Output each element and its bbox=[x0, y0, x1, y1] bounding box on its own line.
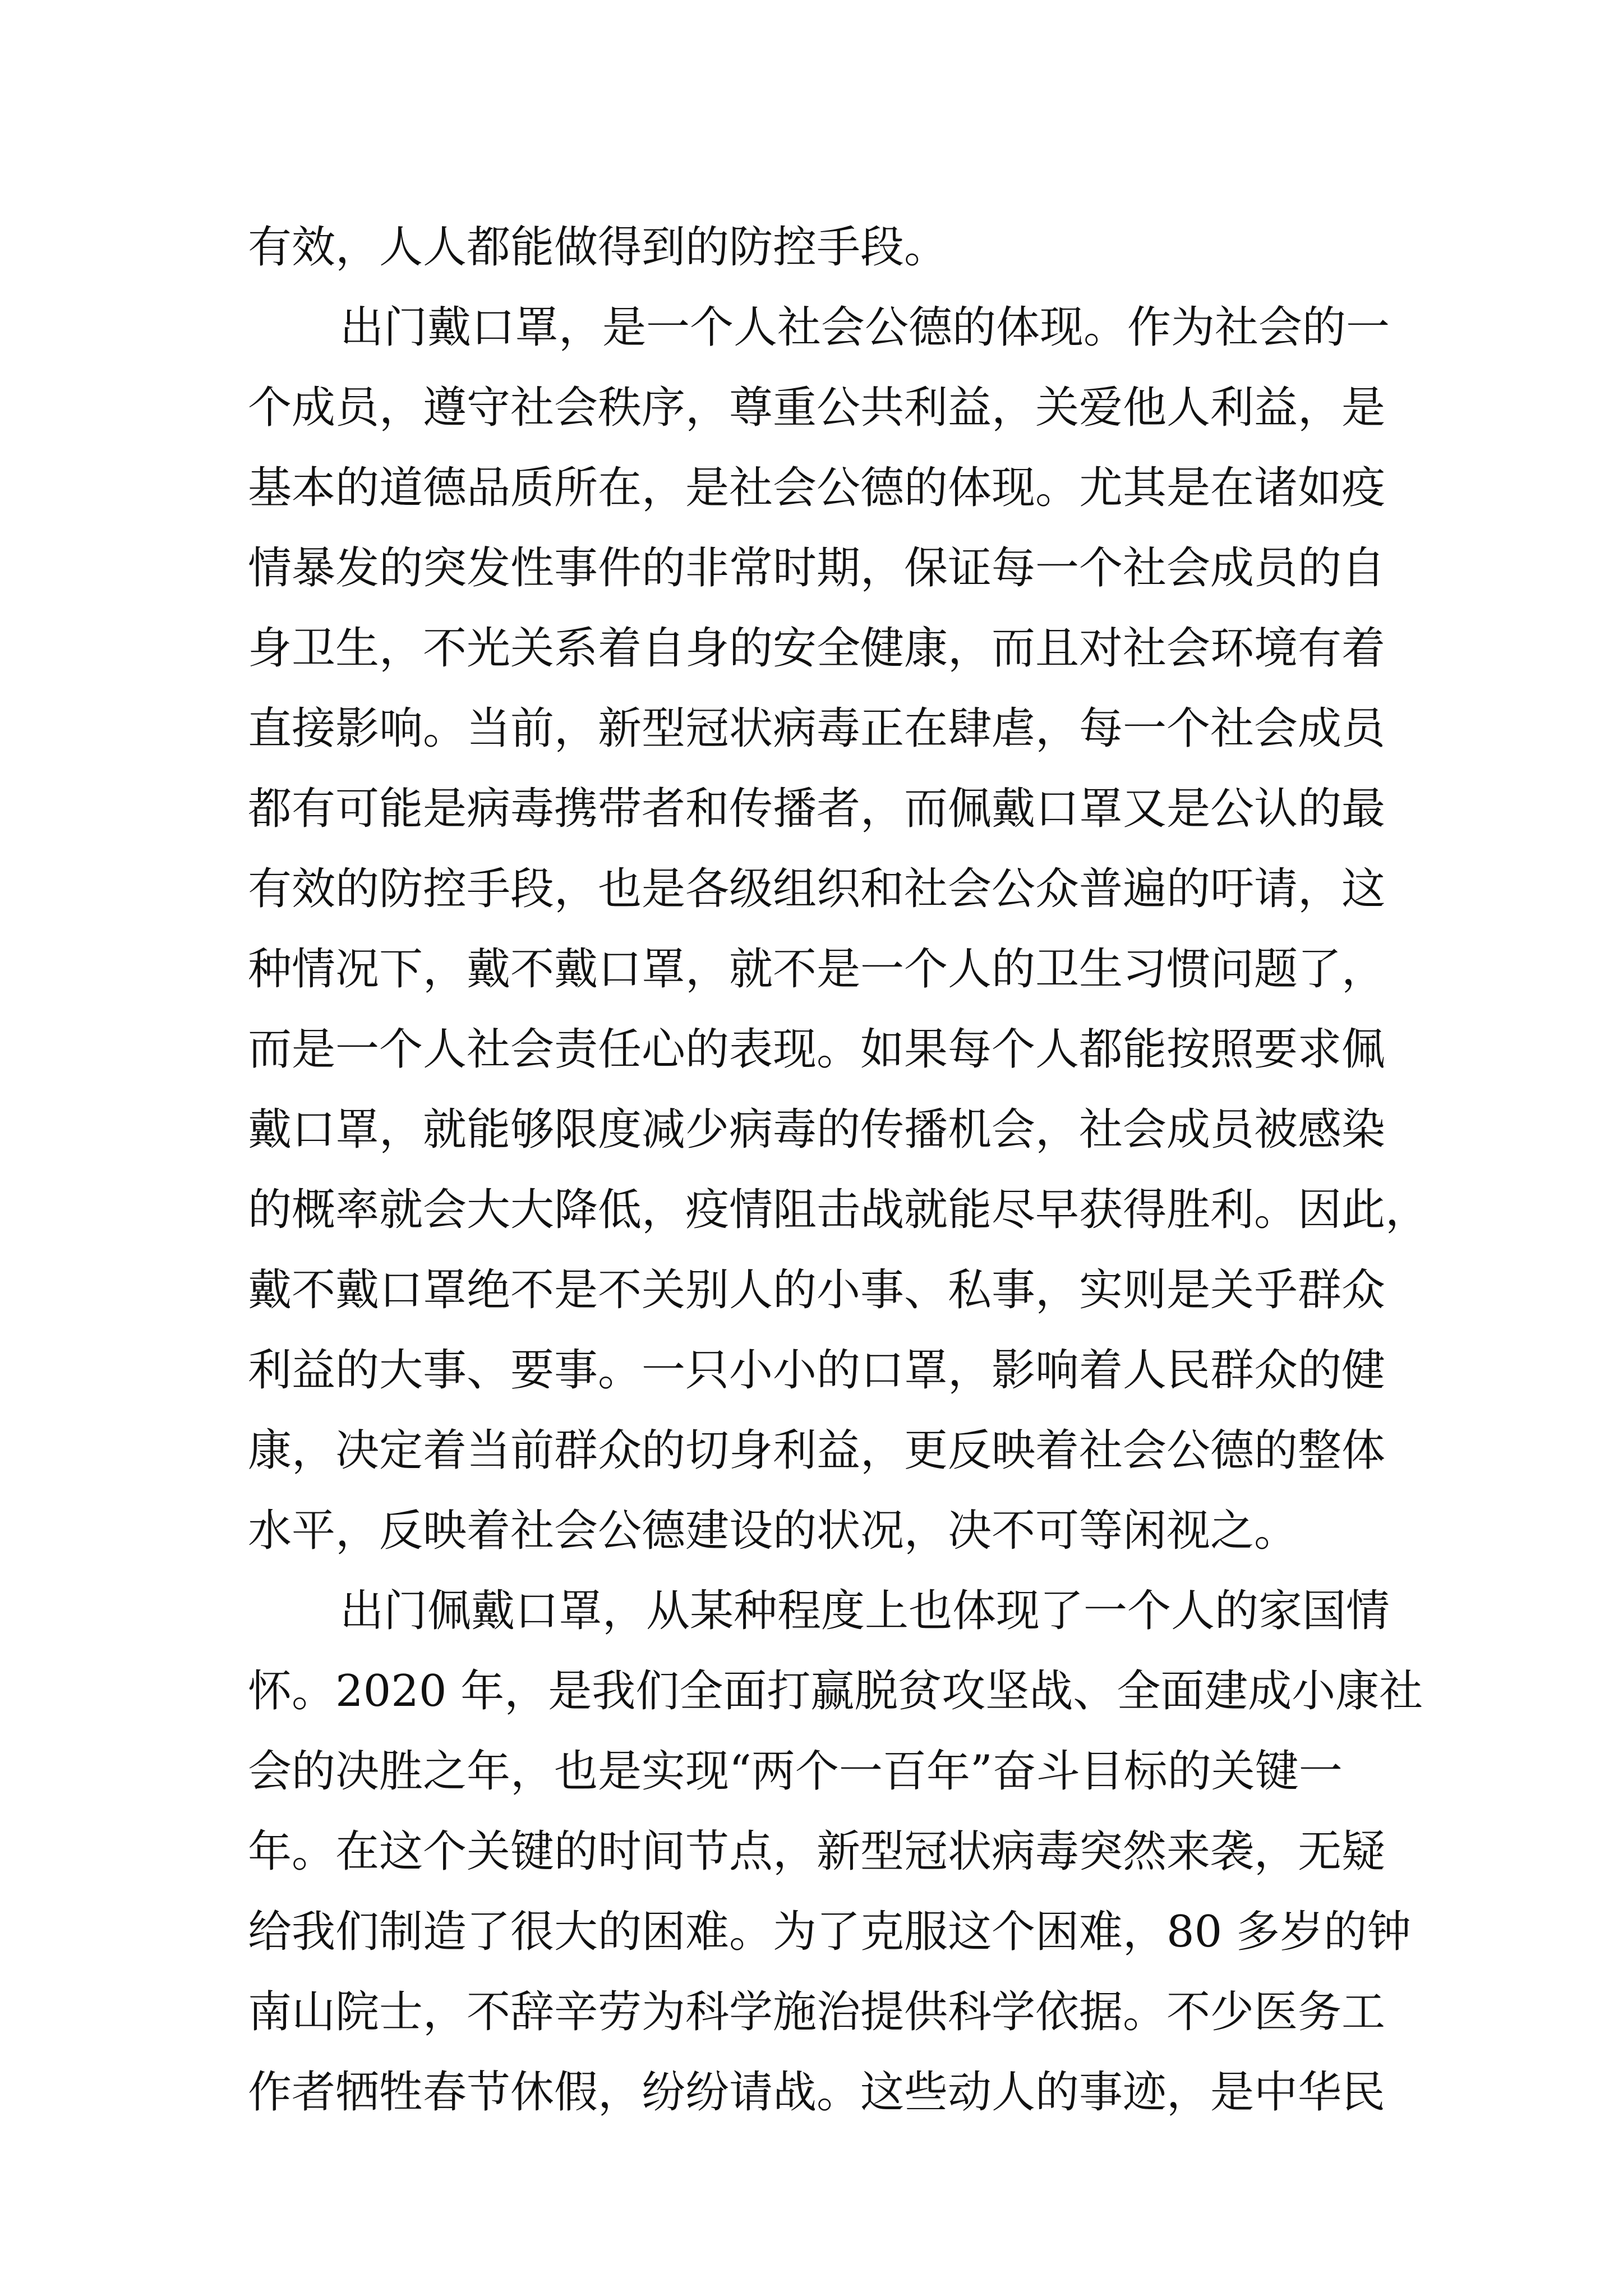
paragraph-start-line: 出门佩戴口罩，从某种程度上也体现了一个人的家国情 bbox=[340, 1586, 1390, 1636]
text-line: 戴不戴口罩绝不是不关别人的小事、私事，实则是关乎群众 bbox=[248, 1265, 1386, 1315]
text-line: 会的决胜之年，也是实现“两个一百年”奋斗目标的关键一 bbox=[248, 1746, 1343, 1797]
text-line: 有效，人人都能做得到的防控手段。 bbox=[248, 222, 948, 273]
text-line: 怀。2020 年，是我们全面打赢脱贫攻坚战、全面建成小康社 bbox=[248, 1666, 1423, 1717]
text-line: 都有可能是病毒携带者和传播者，而佩戴口罩又是公认的最 bbox=[248, 784, 1386, 834]
text-line: 给我们制造了很大的困难。为了克服这个困难，80 多岁的钟 bbox=[248, 1907, 1412, 1957]
text-line: 利益的大事、要事。一只小小的口罩，影响着人民群众的健 bbox=[248, 1345, 1386, 1396]
text-line: 情暴发的突发性事件的非常时期，保证每一个社会成员的自 bbox=[248, 543, 1386, 593]
text-line: 水平，反映着社会公德建设的状况，决不可等闲视之。 bbox=[248, 1506, 1298, 1556]
text-line: 而是一个人社会责任心的表现。如果每个人都能按照要求佩 bbox=[248, 1024, 1386, 1075]
text-line: 直接影响。当前，新型冠状病毒正在肆虐，每一个社会成员 bbox=[248, 703, 1386, 754]
text-line: 有效的防控手段，也是各级组织和社会公众普遍的吁请，这 bbox=[248, 864, 1386, 914]
text-line: 作者牺牲春节休假，纷纷请战。这些动人的事迹，是中华民 bbox=[248, 2067, 1386, 2118]
text-line: 年。在这个关键的时间节点，新型冠状病毒突然来袭，无疑 bbox=[248, 1826, 1386, 1877]
text-line: 南山院士，不辞辛劳为科学施治提供科学依据。不少医务工 bbox=[248, 1987, 1386, 2037]
text-line: 种情况下，戴不戴口罩，就不是一个人的卫生习惯问题了， bbox=[248, 944, 1386, 995]
text-line: 康，决定着当前群众的切身利益，更反映着社会公德的整体 bbox=[248, 1425, 1386, 1476]
text-line: 基本的道德品质所在，是社会公德的体现。尤其是在诸如疫 bbox=[248, 463, 1386, 513]
text-line: 个成员，遵守社会秩序，尊重公共利益，关爱他人利益，是 bbox=[248, 383, 1386, 433]
text-line: 的概率就会大大降低，疫情阻击战就能尽早获得胜利。因此， bbox=[248, 1185, 1430, 1235]
text-line: 戴口罩，就能够限度减少病毒的传播机会，社会成员被感染 bbox=[248, 1105, 1386, 1155]
paragraph-start-line: 出门戴口罩，是一个人社会公德的体现。作为社会的一 bbox=[340, 302, 1390, 353]
body-text bbox=[248, 208, 1430, 2133]
text-line: 身卫生，不光关系着自身的安全健康，而且对社会环境有着 bbox=[248, 623, 1386, 674]
